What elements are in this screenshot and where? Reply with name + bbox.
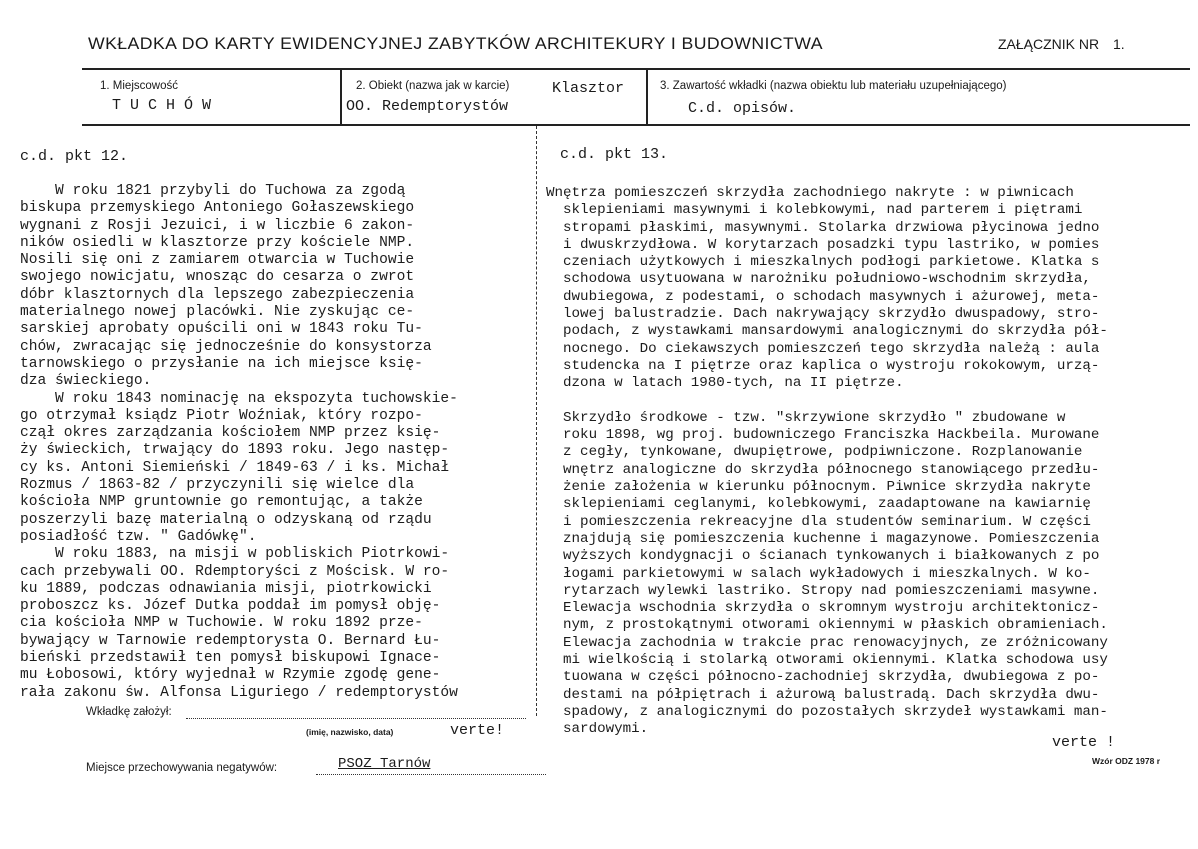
left-line: W roku 1883, na misji w pobliskich Piotrkowi- bbox=[20, 546, 450, 563]
right-line: i pomieszczenia rekreacyjne dla studentów seminarium. W części bbox=[546, 513, 1091, 530]
right-verte: verte ! bbox=[1052, 734, 1116, 751]
object-value: OO. Redemptorystów bbox=[346, 98, 509, 115]
object-value-inline: Klasztor bbox=[552, 80, 625, 97]
left-line: chów, zwracając się jednocześnie do konsystorza bbox=[20, 338, 432, 355]
left-body bbox=[20, 183, 458, 702]
left-line: cia kościoła NMP w Tuchowie. W roku 1892 prze- bbox=[20, 615, 423, 632]
contents-value: C.d. opisów. bbox=[688, 100, 797, 117]
right-line: Wnętrza pomieszczeń skrzydła zachodniego nakryte : w piwnicach bbox=[546, 185, 1074, 201]
left-line: go otrzymał ksiądz Piotr Woźniak, który rozpo- bbox=[20, 407, 423, 424]
form-title: WKŁADKA DO KARTY EWIDENCYJNEJ ZABYTKÓW ARCHITEKURY I BUDOWNICTWA bbox=[88, 34, 823, 53]
right-line: spadowy, z analogicznymi do pozostałych skrzydeł wystawkami man- bbox=[546, 703, 1108, 720]
right-line: lowej balustradzie. Dach nakrywający skrzydło dwuspadowy, stro- bbox=[546, 306, 1100, 323]
annex-label bbox=[998, 36, 1125, 52]
right-line: stropami płaskimi, masywnymi. Stolarka drzwiowa płycinowa jedno bbox=[546, 219, 1100, 236]
left-line: dóbr klasztornych dla lepszego zabezpieczenia bbox=[20, 286, 415, 303]
insert-made-line bbox=[186, 718, 526, 719]
form-code: Wzór ODZ 1978 r bbox=[1092, 756, 1161, 766]
insert-made-sub: (imię, nazwisko, data) bbox=[306, 727, 394, 737]
right-line: podach, z wystawkami mansardowymi analogicznymi do skrzydła pół- bbox=[546, 323, 1108, 340]
header-bottom-rule bbox=[82, 124, 1190, 126]
left-line: bywający w Tarnowie redemptorysta O. Bernard Łu- bbox=[20, 632, 441, 649]
right-body bbox=[546, 185, 1108, 739]
right-line: dwubiegowa, z podestami, o schodach masywnych i ażurowej, meta- bbox=[546, 288, 1100, 305]
contents-label: 3. Zawartość wkładki (nazwa obiektu lub materiału uzupełniającego) bbox=[660, 80, 1007, 92]
annex-number: 1. bbox=[1113, 36, 1125, 52]
right-line: wnętrz analogiczne do skrzydła północnego stanowiącego przedłu- bbox=[546, 461, 1100, 478]
left-line: rała zakonu św. Alfonsa Liguriego / redemptorystów bbox=[20, 684, 458, 701]
left-line: bieński przedstawił ten pomysł biskupowi Ignace- bbox=[20, 650, 441, 667]
negatives-value: PSOZ Tarnów bbox=[338, 756, 431, 772]
left-line: proboszcz ks. Józef Dutka poddał im pomysł obję- bbox=[20, 598, 441, 615]
right-line: dzona w latach 1980-tych, na II piętrze. bbox=[546, 375, 904, 392]
left-line: Rozmus / 1863-82 / przyczynili się wielce dla bbox=[20, 477, 415, 494]
right-line: schodowa usytuowana w narożniku południowo-wschodnim skrzydła, bbox=[546, 271, 1091, 288]
left-line: czął okres zarządzania kościołem NMP przez księ- bbox=[20, 425, 441, 442]
right-line: roku 1898, wg proj. budowniczego Franciszka Hackbeila. Murowane bbox=[546, 427, 1100, 444]
left-line: biskupa przemyskiego Antoniego Gołaszewskiego bbox=[20, 200, 415, 217]
right-line: rytarzach wylewki lastriko. Stropy nad pomieszczeniami masywne. bbox=[546, 582, 1100, 599]
left-line: ku 1889, podczas odnawiania misji, piotrkowicki bbox=[20, 580, 432, 597]
left-line: swojego nowicjatu, wnosząc do cesarza o zwrot bbox=[20, 269, 415, 286]
left-line: ników osiedli w klasztorze przy kościele NMP. bbox=[20, 234, 415, 251]
right-line: czeniach użytkowych i mieszkalnych podłogi parkietowe. Klatka s bbox=[546, 254, 1100, 271]
right-line: tuowana w części północno-zachodniej skrzydła, dwubiegowa z po- bbox=[546, 669, 1100, 686]
left-heading: c.d. pkt 12. bbox=[20, 148, 129, 165]
annex-label-text: ZAŁĄCZNIK NR bbox=[998, 36, 1100, 52]
left-line: poszerzyli bazę materialną o odzyskaną od rządu bbox=[20, 511, 432, 528]
left-verte: verte! bbox=[450, 722, 505, 739]
locality-value: TUCHÓW bbox=[112, 97, 221, 114]
negatives-line bbox=[316, 774, 546, 775]
field-divider-1 bbox=[340, 68, 342, 125]
left-line: cy ks. Antoni Siemieński / 1849-63 / i ks. Michał bbox=[20, 459, 450, 476]
left-line: kościoła NMP gruntownie go remontując, a także bbox=[20, 494, 423, 511]
left-line: W roku 1843 nominację na ekspozyta tuchowskie- bbox=[20, 390, 458, 407]
left-line: mu Łobosowi, który wyjednał w Rzymie zgodę gene- bbox=[20, 667, 441, 684]
right-line: znajdują się pomieszczenia kuchenne i magazynowe. Pomieszczenia bbox=[546, 530, 1100, 547]
right-line: destami na półpiętrach i ażurową balustradą. Dach skrzydła dwu- bbox=[546, 686, 1100, 703]
left-line: Nosili się oni z zamiarem otwarcia w Tuchowie bbox=[20, 252, 415, 269]
right-line: studencka na I piętrze oraz kaplica o wystroju rokokowym, urzą- bbox=[546, 357, 1100, 374]
right-line: Elewacja wschodnia skrzydła o skromnym wystroju architektonicz- bbox=[546, 600, 1100, 617]
left-line: dza świeckiego. bbox=[20, 373, 152, 390]
right-line: żenie założenia w kierunku północnym. Piwnice skrzydła nakryte bbox=[546, 479, 1091, 496]
negatives-label: Miejsce przechowywania negatywów: bbox=[86, 762, 278, 774]
left-line: tarnowskiego o przysłanie na ich miejsce księ- bbox=[20, 355, 423, 372]
right-line: mi wielkością i stolarką otworami okiennymi. Klatka schodowa usy bbox=[546, 652, 1108, 669]
right-line: sklepieniami ceglanymi, kolebkowymi, zaadaptowane na kawiarnię bbox=[546, 496, 1091, 513]
left-line: ży świeckich, trwający do 1893 roku. Jego następ- bbox=[20, 442, 450, 459]
column-divider bbox=[536, 126, 537, 716]
left-line: cach przebywali OO. Rdemptoryści z Mościsk. W ro- bbox=[20, 563, 450, 580]
insert-made-label: Wkładkę założył: bbox=[86, 706, 172, 718]
right-line: Elewacja zachodnia w trakcie prac renowacyjnych, ze zróżnicowany bbox=[546, 634, 1108, 651]
right-line: nym, z prostokątnymi otworami okiennymi w płaskich obramieniach. bbox=[546, 617, 1108, 634]
right-heading: c.d. pkt 13. bbox=[560, 146, 669, 163]
right-line: sklepieniami masywnymi i kolebkowymi, nad parterem i piętrami bbox=[546, 202, 1083, 219]
left-line: wygnani z Rosji Jezuici, i w liczbie 6 zakon- bbox=[20, 217, 415, 234]
right-line: Skrzydło środkowe - tzw. "skrzywione skrzydło " zbudowane w bbox=[546, 409, 1066, 426]
right-line: wyższych kondygnacji o ścianach tynkowanych i białkowanych z po bbox=[546, 548, 1100, 565]
left-line: W roku 1821 przybyli do Tuchowa za zgodą bbox=[20, 183, 406, 199]
left-line: posiadłość tzw. " Gadówkę". bbox=[20, 528, 257, 545]
left-line: materialnego nowej placówki. Nie zyskując ce- bbox=[20, 304, 415, 321]
object-label: 2. Obiekt (nazwa jak w karcie) bbox=[356, 80, 510, 92]
locality-label: 1. Miejscowość bbox=[100, 80, 178, 92]
right-line: z cegły, tynkowane, dwupiętrowe, podpiwniczone. Rozplanowanie bbox=[546, 444, 1083, 461]
header-top-rule bbox=[82, 68, 1190, 70]
right-line: nocnego. Do ciekawszych pomieszczeń tego skrzydła należą : aula bbox=[546, 340, 1100, 357]
right-line: sardowymi. bbox=[546, 721, 649, 738]
right-line: i dwuskrzydłowa. W korytarzach posadzki typu lastriko, w pomies bbox=[546, 236, 1100, 253]
right-line: łogami parkietowymi w salach wykładowych i mieszkalnych. W ko- bbox=[546, 565, 1091, 582]
right-line bbox=[546, 393, 1108, 410]
field-divider-2 bbox=[646, 68, 648, 125]
left-line: sarskiej aprobaty opuścili oni w 1843 roku Tu- bbox=[20, 321, 423, 338]
